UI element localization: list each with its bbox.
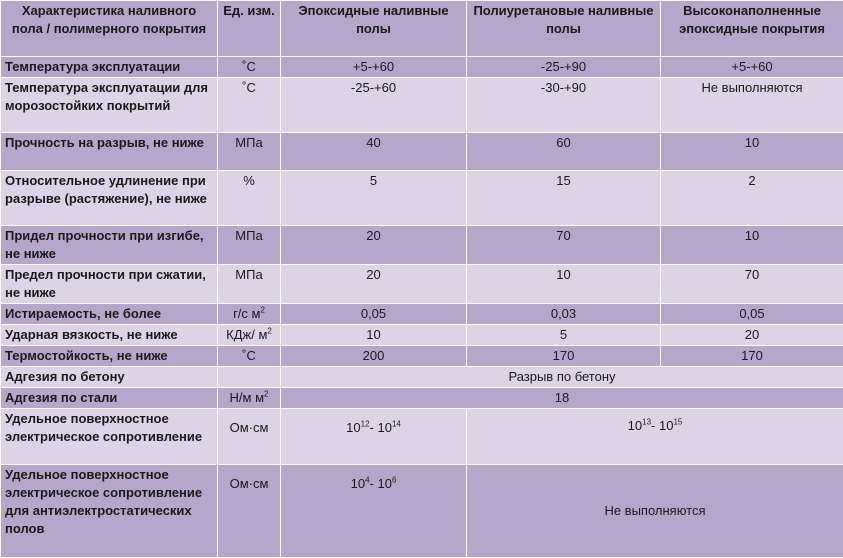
row-epoxy: 10 xyxy=(281,325,467,346)
row-filled-epoxy: 20 xyxy=(661,325,843,346)
row-filled-epoxy: 70 xyxy=(661,265,843,304)
value-exponent: 4 xyxy=(365,476,369,485)
unit-superscript: 2 xyxy=(267,327,271,336)
row-name: Адгезия по стали xyxy=(1,388,218,409)
unit-superscript: 2 xyxy=(260,306,264,315)
row-polyurethane: 60 xyxy=(467,133,661,171)
row-unit: % xyxy=(218,171,281,226)
row-epoxy: +5-+60 xyxy=(281,57,467,78)
row-polyurethane: 70 xyxy=(467,226,661,265)
adhesion-steel-row xyxy=(1,388,843,409)
row-unit: Ом·см xyxy=(218,409,281,465)
row-epoxy: -25-+60 xyxy=(281,78,467,133)
unit-text: г/с м xyxy=(233,306,260,321)
row-name: Термостойкость, не ниже xyxy=(1,346,218,367)
row-unit: Ом·см xyxy=(218,465,281,558)
row-epoxy: 5 xyxy=(281,171,467,226)
merged-value: 18 xyxy=(281,388,843,409)
value-base: 10 xyxy=(628,418,642,433)
row-epoxy: 20 xyxy=(281,226,467,265)
table-row xyxy=(1,226,843,265)
row-polyurethane: -25-+90 xyxy=(467,57,661,78)
row-polyurethane: 15 xyxy=(467,171,661,226)
row-polyurethane: 5 xyxy=(467,325,661,346)
value-exponent: 13 xyxy=(642,418,651,427)
table-row xyxy=(1,304,843,325)
row-epoxy: 0,05 xyxy=(281,304,467,325)
header-epoxy: Эпоксидные наливные полы xyxy=(281,1,467,57)
row-unit xyxy=(218,304,281,325)
resistivity-row xyxy=(1,409,843,465)
table-row xyxy=(1,346,843,367)
row-filled-epoxy: 0,05 xyxy=(661,304,843,325)
row-filled-epoxy: 10 xyxy=(661,226,843,265)
row-filled-epoxy: 2 xyxy=(661,171,843,226)
header-filled-epoxy: Высоконаполненные эпоксидные покрытия xyxy=(661,1,843,57)
row-name: Адгезия по бетону xyxy=(1,367,218,388)
table-row xyxy=(1,325,843,346)
adhesion-concrete-row xyxy=(1,367,843,388)
row-name: Истираемость, не более xyxy=(1,304,218,325)
row-unit xyxy=(218,325,281,346)
row-name: Предел прочности при сжатии, не ниже xyxy=(1,265,218,304)
table-row xyxy=(1,133,843,171)
row-filled-epoxy: +5-+60 xyxy=(661,57,843,78)
row-epoxy xyxy=(281,465,467,558)
row-polyurethane: 10 xyxy=(467,265,661,304)
row-polyurethane: 170 xyxy=(467,346,661,367)
header-unit: Ед. изм. xyxy=(218,1,281,57)
merged-value xyxy=(467,409,843,465)
row-unit xyxy=(218,388,281,409)
row-name: Удельное поверхностное электрическое сопротивление для антиэлектростатических полов xyxy=(1,465,218,558)
value-exponent: 6 xyxy=(392,476,396,485)
header-row xyxy=(1,1,843,57)
value-separator: - 10 xyxy=(370,476,392,491)
value-exponent: 14 xyxy=(392,420,401,429)
table-row xyxy=(1,57,843,78)
row-epoxy: 20 xyxy=(281,265,467,304)
table-row xyxy=(1,171,843,226)
row-name: Ударная вязкость, не ниже xyxy=(1,325,218,346)
row-unit: МПа xyxy=(218,133,281,171)
row-unit: ˚С xyxy=(218,57,281,78)
row-name: Температура эксплуатации для морозостойких покрытий xyxy=(1,78,218,133)
row-polyurethane: -30-+90 xyxy=(467,78,661,133)
resistivity-antistatic-row xyxy=(1,465,843,558)
value-exponent: 15 xyxy=(673,418,682,427)
row-unit: МПа xyxy=(218,226,281,265)
merged-value: Разрыв по бетону xyxy=(281,367,843,388)
row-name: Удельное поверхностное электрическое сопротивление xyxy=(1,409,218,465)
value-exponent: 12 xyxy=(361,420,370,429)
row-epoxy: 40 xyxy=(281,133,467,171)
value-separator: - 10 xyxy=(370,420,392,435)
row-name: Придел прочности при изгибе, не ниже xyxy=(1,226,218,265)
row-unit: МПа xyxy=(218,265,281,304)
value-base: 10 xyxy=(351,476,365,491)
merged-value: Не выполняются xyxy=(467,465,843,558)
value-base: 10 xyxy=(346,420,360,435)
unit-superscript: 2 xyxy=(264,390,268,399)
row-filled-epoxy: 10 xyxy=(661,133,843,171)
row-unit: ˚С xyxy=(218,346,281,367)
header-characteristic: Характеристика наливного пола / полимерного покрытия xyxy=(1,1,218,57)
unit-text: КДж/ м xyxy=(226,327,267,342)
header-polyurethane: Полиуретановые наливные полы xyxy=(467,1,661,57)
row-epoxy: 200 xyxy=(281,346,467,367)
table-row xyxy=(1,265,843,304)
row-unit xyxy=(218,367,281,388)
row-unit: ˚С xyxy=(218,78,281,133)
value-separator: - 10 xyxy=(651,418,673,433)
row-epoxy xyxy=(281,409,467,465)
unit-text: Н/м м xyxy=(230,390,265,405)
row-name: Температура эксплуатации xyxy=(1,57,218,78)
table-row xyxy=(1,78,843,133)
row-name: Относительное удлинение при разрыве (растяжение), не ниже xyxy=(1,171,218,226)
row-filled-epoxy: 170 xyxy=(661,346,843,367)
row-filled-epoxy: Не выполняются xyxy=(661,78,843,133)
row-polyurethane: 0,03 xyxy=(467,304,661,325)
row-name: Прочность на разрыв, не ниже xyxy=(1,133,218,171)
